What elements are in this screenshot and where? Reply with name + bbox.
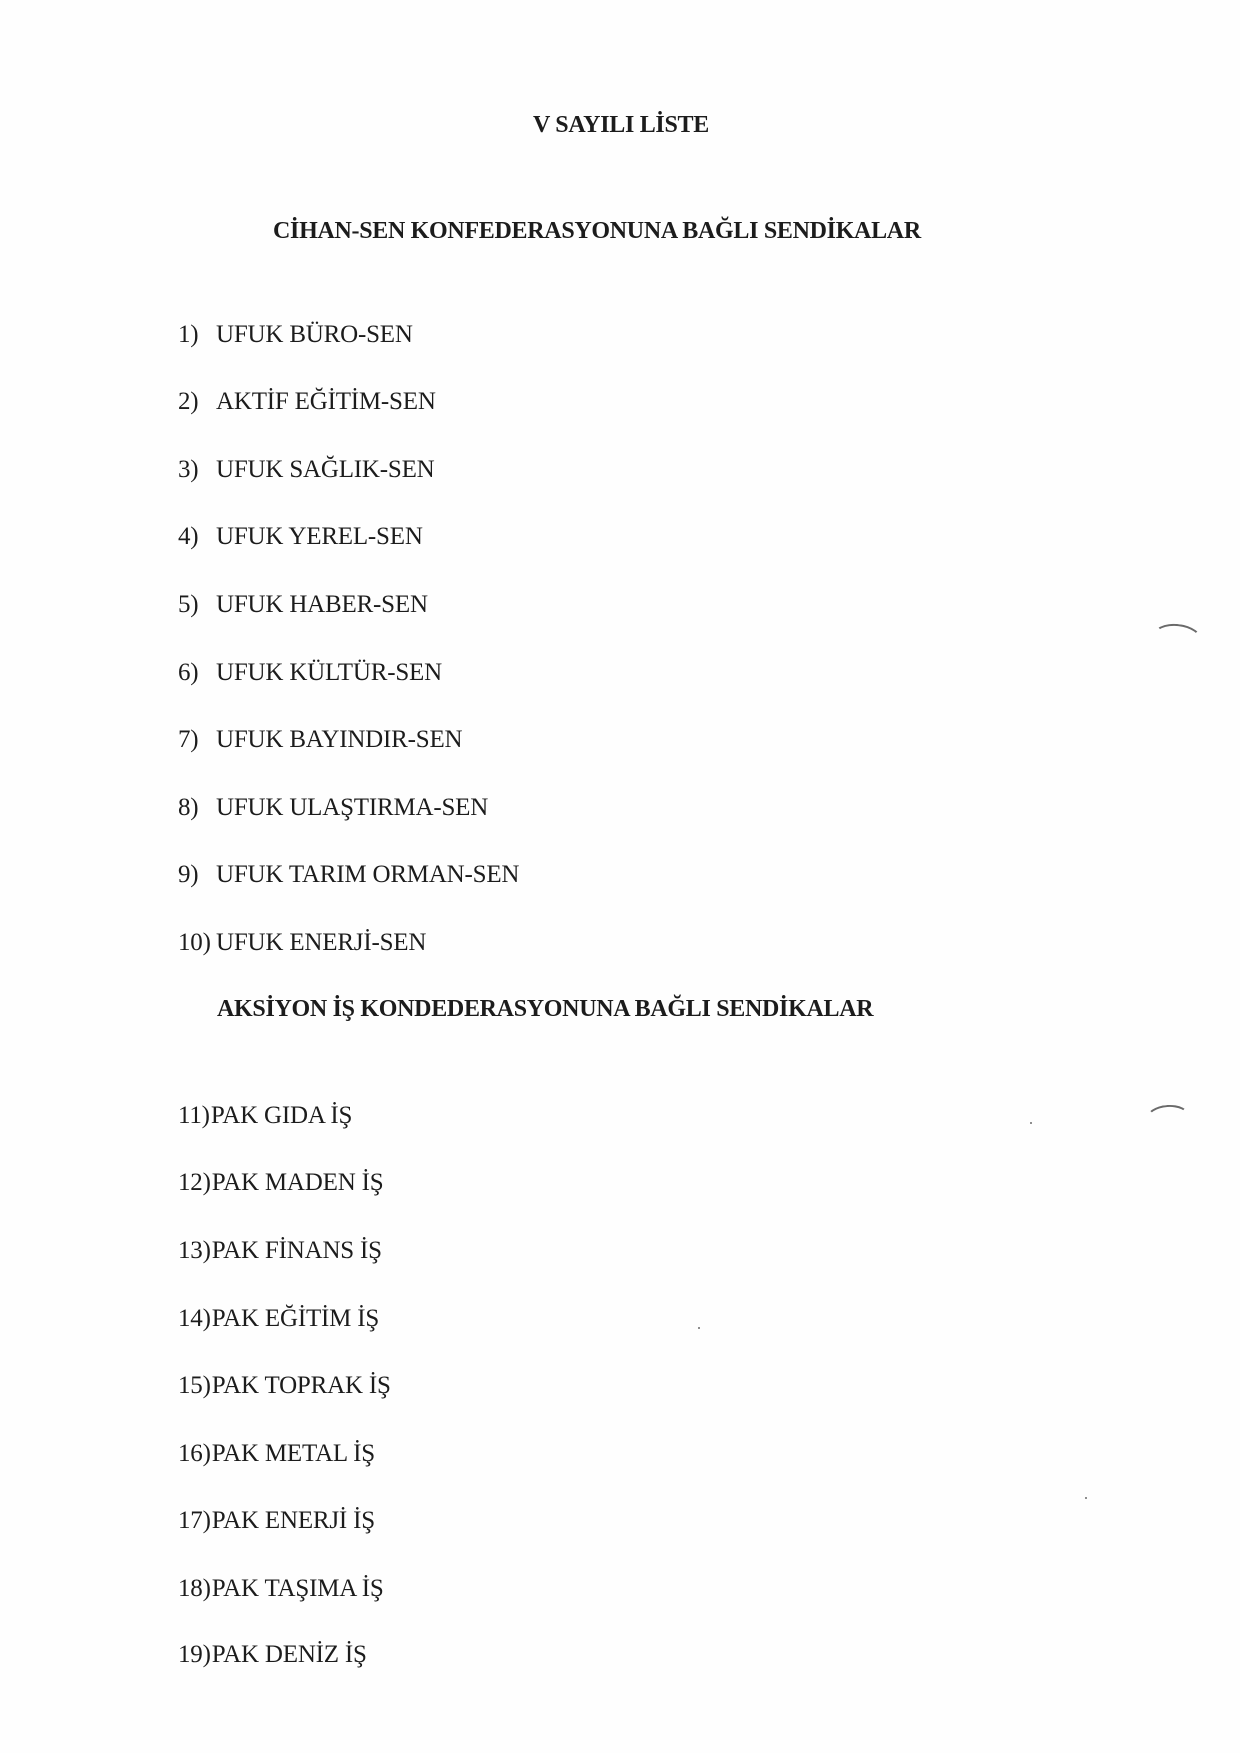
list-item <box>178 861 519 889</box>
list-item <box>178 659 442 687</box>
item-number: 12) <box>178 1169 211 1196</box>
item-number: 11) <box>178 1102 210 1129</box>
list-item <box>178 388 436 416</box>
pen-mark <box>1145 1103 1191 1132</box>
item-name: PAK GIDA İŞ <box>210 1102 353 1129</box>
list-item <box>178 929 426 957</box>
list-item <box>178 1169 383 1197</box>
item-name: UFUK KÜLTÜR-SEN <box>216 659 442 686</box>
list-item <box>178 321 413 349</box>
list-item <box>178 1575 384 1603</box>
item-name: UFUK TARIM ORMAN-SEN <box>216 861 520 888</box>
item-name: UFUK ULAŞTIRMA-SEN <box>216 794 489 821</box>
list-item <box>178 1102 352 1130</box>
item-name: PAK EĞİTİM İŞ <box>211 1305 380 1332</box>
item-name: UFUK HABER-SEN <box>216 591 428 618</box>
list-item <box>178 726 462 754</box>
item-name: UFUK BAYINDIR-SEN <box>216 726 463 753</box>
section-heading-cihan-sen: CİHAN-SEN KONFEDERASYONUNA BAĞLI SENDİKALAR <box>273 218 921 244</box>
item-name: PAK METAL İŞ <box>211 1440 375 1467</box>
list-item <box>178 1641 367 1669</box>
document-title: V SAYILI LİSTE <box>533 112 709 138</box>
list-item <box>178 1237 382 1265</box>
item-name: PAK TAŞIMA İŞ <box>211 1575 384 1602</box>
scan-speck <box>1085 1497 1087 1499</box>
item-name: PAK MADEN İŞ <box>211 1169 384 1196</box>
item-number: 1) <box>178 321 199 348</box>
item-name: UFUK YEREL-SEN <box>216 523 423 550</box>
list-item <box>178 1440 375 1468</box>
item-number: 8) <box>178 794 199 821</box>
item-number: 9) <box>178 861 199 888</box>
item-number: 13) <box>178 1237 211 1264</box>
item-name: UFUK BÜRO-SEN <box>216 321 413 348</box>
list-item <box>178 523 423 551</box>
list-item <box>178 456 435 484</box>
item-number: 5) <box>178 591 199 618</box>
section-heading-aksiyon-is: AKSİYON İŞ KONDEDERASYONUNA BAĞLI SENDİKALAR <box>217 996 874 1022</box>
list-item <box>178 1305 379 1333</box>
scan-speck <box>698 1327 700 1329</box>
item-number: 10) <box>178 929 211 956</box>
item-number: 3) <box>178 456 199 483</box>
item-number: 14) <box>178 1305 211 1332</box>
pen-mark <box>1151 621 1204 656</box>
item-name: PAK DENİZ İŞ <box>211 1641 367 1668</box>
item-number: 2) <box>178 388 199 415</box>
item-name: PAK TOPRAK İŞ <box>211 1372 391 1399</box>
item-number: 18) <box>178 1575 211 1602</box>
item-number: 7) <box>178 726 199 753</box>
list-item <box>178 591 428 619</box>
item-name: PAK ENERJİ İŞ <box>211 1507 375 1534</box>
list-item <box>178 1372 391 1400</box>
item-name: AKTİF EĞİTİM-SEN <box>216 388 436 415</box>
scan-speck <box>1030 1122 1032 1124</box>
list-item <box>178 794 488 822</box>
item-number: 19) <box>178 1641 211 1668</box>
item-name: UFUK SAĞLIK-SEN <box>216 456 435 483</box>
item-number: 17) <box>178 1507 211 1534</box>
list-item <box>178 1507 375 1535</box>
item-name: UFUK ENERJİ-SEN <box>216 929 427 956</box>
item-name: PAK FİNANS İŞ <box>211 1237 382 1264</box>
item-number: 4) <box>178 523 199 550</box>
item-number: 16) <box>178 1440 211 1467</box>
item-number: 6) <box>178 659 199 686</box>
item-number: 15) <box>178 1372 211 1399</box>
